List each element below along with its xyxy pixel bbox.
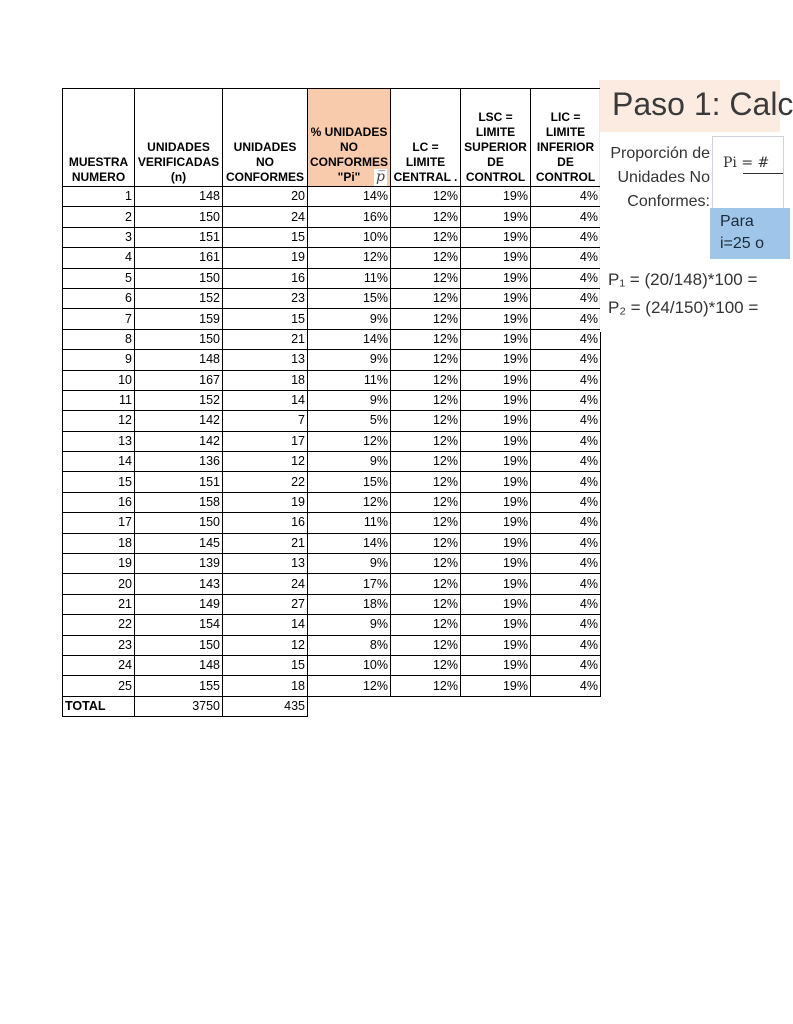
cell-center-limit[interactable]: 12% xyxy=(391,431,461,451)
cell-lower-limit[interactable]: 4% xyxy=(531,615,601,635)
cell-verified-units[interactable]: 136 xyxy=(135,452,223,472)
cell-center-limit[interactable]: 12% xyxy=(391,309,461,329)
header-percent-nonconforming[interactable] xyxy=(308,89,391,187)
table-row xyxy=(63,390,601,410)
cell-lower-limit[interactable]: 4% xyxy=(531,309,601,329)
cell-upper-limit[interactable]: 19% xyxy=(461,268,531,288)
step-title: Paso 1: Calc xyxy=(600,80,780,132)
header-verified-units[interactable]: UNIDADES VERIFICADAS (n) xyxy=(135,89,223,187)
cell-nonconforming-units[interactable]: 24 xyxy=(223,574,308,594)
cell-lower-limit[interactable]: 4% xyxy=(531,635,601,655)
cell-lower-limit[interactable]: 4% xyxy=(531,227,601,247)
table-row xyxy=(63,187,601,207)
total-verified[interactable]: 3750 xyxy=(135,696,223,716)
header-percent-label: % UNIDADES NO CONFORMES "Pi" xyxy=(310,125,388,184)
cell-upper-limit[interactable]: 19% xyxy=(461,288,531,308)
cell-verified-units[interactable]: 152 xyxy=(135,390,223,410)
cell-verified-units[interactable]: 154 xyxy=(135,615,223,635)
cell-upper-limit[interactable]: 19% xyxy=(461,574,531,594)
cell-nonconforming-units[interactable]: 19 xyxy=(223,492,308,512)
cell-center-limit[interactable]: 12% xyxy=(391,288,461,308)
cell-verified-units[interactable]: 148 xyxy=(135,655,223,675)
example-equation-2: P₂ = (24/150)*100 = xyxy=(608,298,759,317)
cell-verified-units[interactable]: 159 xyxy=(135,309,223,329)
cell-center-limit[interactable]: 12% xyxy=(391,350,461,370)
cell-center-limit[interactable]: 12% xyxy=(391,472,461,492)
cell-verified-units[interactable]: 142 xyxy=(135,411,223,431)
cell-percent-nonconforming[interactable]: 10% xyxy=(308,227,391,247)
cell-nonconforming-units[interactable]: 24 xyxy=(223,207,308,227)
cell-verified-units[interactable]: 161 xyxy=(135,248,223,268)
cell-lower-limit[interactable]: 4% xyxy=(531,350,601,370)
cell-upper-limit[interactable]: 19% xyxy=(461,350,531,370)
cell-center-limit[interactable]: 12% xyxy=(391,574,461,594)
cell-sample-number[interactable]: 4 xyxy=(63,248,135,268)
cell-upper-limit[interactable]: 19% xyxy=(461,248,531,268)
cell-nonconforming-units[interactable]: 12 xyxy=(223,452,308,472)
cell-nonconforming-units[interactable]: 14 xyxy=(223,615,308,635)
cell-center-limit[interactable]: 12% xyxy=(391,329,461,349)
cell-nonconforming-units[interactable]: 15 xyxy=(223,309,308,329)
table-row xyxy=(63,574,601,594)
cell-verified-units[interactable]: 150 xyxy=(135,329,223,349)
header-center-limit[interactable]: LC = LIMITE CENTRAL . xyxy=(391,89,461,187)
cell-upper-limit[interactable]: 19% xyxy=(461,227,531,247)
cell-lower-limit[interactable]: 4% xyxy=(531,431,601,451)
cell-nonconforming-units[interactable]: 21 xyxy=(223,533,308,553)
cell-nonconforming-units[interactable]: 21 xyxy=(223,329,308,349)
cell-sample-number[interactable]: 25 xyxy=(63,676,135,696)
table-row xyxy=(63,635,601,655)
formula-text xyxy=(723,155,769,171)
cell-upper-limit[interactable]: 19% xyxy=(461,554,531,574)
cell-nonconforming-units[interactable]: 16 xyxy=(223,513,308,533)
cell-percent-nonconforming[interactable]: 11% xyxy=(308,268,391,288)
cell-center-limit[interactable]: 12% xyxy=(391,187,461,207)
cell-upper-limit[interactable]: 19% xyxy=(461,370,531,390)
cell-sample-number[interactable]: 2 xyxy=(63,207,135,227)
cell-percent-nonconforming[interactable]: 5% xyxy=(308,411,391,431)
cell-percent-nonconforming[interactable]: 9% xyxy=(308,554,391,574)
cell-percent-nonconforming[interactable]: 15% xyxy=(308,288,391,308)
table-row xyxy=(63,513,601,533)
cell-verified-units[interactable]: 145 xyxy=(135,533,223,553)
cell-lower-limit[interactable]: 4% xyxy=(531,554,601,574)
table-row xyxy=(63,207,601,227)
table-row xyxy=(63,411,601,431)
fraction-bar xyxy=(743,173,783,174)
total-row xyxy=(63,696,601,716)
cell-center-limit[interactable]: 12% xyxy=(391,492,461,512)
cell-sample-number[interactable]: 19 xyxy=(63,554,135,574)
proportion-formula xyxy=(712,136,784,212)
cell-percent-nonconforming[interactable]: 9% xyxy=(308,452,391,472)
cell-percent-nonconforming[interactable]: 9% xyxy=(308,350,391,370)
cell-nonconforming-units[interactable]: 27 xyxy=(223,594,308,614)
table-row xyxy=(63,248,601,268)
cell-center-limit[interactable]: 12% xyxy=(391,248,461,268)
cell-center-limit[interactable]: 12% xyxy=(391,227,461,247)
cell-nonconforming-units[interactable]: 13 xyxy=(223,554,308,574)
cell-percent-nonconforming[interactable]: 17% xyxy=(308,574,391,594)
cell-center-limit[interactable]: 12% xyxy=(391,554,461,574)
cell-nonconforming-units[interactable]: 15 xyxy=(223,227,308,247)
cell-sample-number[interactable]: 23 xyxy=(63,635,135,655)
cell-verified-units[interactable]: 143 xyxy=(135,574,223,594)
cell-sample-number[interactable]: 22 xyxy=(63,615,135,635)
cell-percent-nonconforming[interactable]: 11% xyxy=(308,513,391,533)
table-row xyxy=(63,615,601,635)
cell-center-limit[interactable]: 12% xyxy=(391,594,461,614)
cell-lower-limit[interactable]: 4% xyxy=(531,676,601,696)
cell-upper-limit[interactable]: 19% xyxy=(461,513,531,533)
cell-upper-limit[interactable]: 19% xyxy=(461,390,531,410)
cell-center-limit[interactable]: 12% xyxy=(391,533,461,553)
cell-center-limit[interactable]: 12% xyxy=(391,390,461,410)
table-row xyxy=(63,472,601,492)
cell-center-limit[interactable]: 12% xyxy=(391,655,461,675)
cell-lower-limit[interactable]: 4% xyxy=(531,452,601,472)
total-label[interactable]: TOTAL xyxy=(63,696,135,716)
cell-center-limit[interactable]: 12% xyxy=(391,635,461,655)
table-row xyxy=(63,533,601,553)
cell-lower-limit[interactable]: 4% xyxy=(531,390,601,410)
table-row xyxy=(63,554,601,574)
cell-percent-nonconforming[interactable]: 14% xyxy=(308,533,391,553)
cell-lower-limit[interactable]: 4% xyxy=(531,187,601,207)
table-body xyxy=(63,187,601,697)
cell-verified-units[interactable]: 150 xyxy=(135,513,223,533)
cell-verified-units[interactable]: 142 xyxy=(135,431,223,451)
cell-sample-number[interactable]: 18 xyxy=(63,533,135,553)
formula-symbol: Pi xyxy=(723,155,737,171)
cell-nonconforming-units[interactable]: 23 xyxy=(223,288,308,308)
cell-verified-units[interactable]: 148 xyxy=(135,187,223,207)
cell-nonconforming-units[interactable]: 18 xyxy=(223,676,308,696)
cell-sample-number[interactable]: 1 xyxy=(63,187,135,207)
cell-nonconforming-units[interactable]: 18 xyxy=(223,370,308,390)
cell-lower-limit[interactable]: 4% xyxy=(531,268,601,288)
header-lower-control-limit[interactable]: LIC = LIMITE INFERIOR DE CONTROL xyxy=(531,89,601,187)
table-row xyxy=(63,309,601,329)
cell-nonconforming-units[interactable]: 22 xyxy=(223,472,308,492)
cell-lower-limit[interactable]: 4% xyxy=(531,411,601,431)
cell-center-limit[interactable]: 12% xyxy=(391,676,461,696)
table-row xyxy=(63,268,601,288)
cell-lower-limit[interactable]: 4% xyxy=(531,207,601,227)
header-upper-control-limit[interactable]: LSC = LIMITE SUPERIOR DE CONTROL xyxy=(461,89,531,187)
cell-percent-nonconforming[interactable]: 9% xyxy=(308,390,391,410)
cell-nonconforming-units[interactable]: 7 xyxy=(223,411,308,431)
control-chart-data-table xyxy=(62,88,601,717)
header-nonconforming-units[interactable]: UNIDADES NO CONFORMES xyxy=(223,89,308,187)
cell-verified-units[interactable]: 155 xyxy=(135,676,223,696)
table-row xyxy=(63,676,601,696)
cell-sample-number[interactable]: 16 xyxy=(63,492,135,512)
cell-upper-limit[interactable]: 19% xyxy=(461,676,531,696)
cell-upper-limit[interactable]: 19% xyxy=(461,452,531,472)
cell-sample-number[interactable]: 12 xyxy=(63,411,135,431)
cell-sample-number[interactable]: 17 xyxy=(63,513,135,533)
formula-equals: = xyxy=(741,155,754,171)
note-line-2: i=25 o xyxy=(720,235,765,252)
formula-numerator: # xyxy=(757,155,770,171)
cell-percent-nonconforming[interactable]: 16% xyxy=(308,207,391,227)
cell-sample-number[interactable]: 13 xyxy=(63,431,135,451)
cell-upper-limit[interactable]: 19% xyxy=(461,431,531,451)
cell-sample-number[interactable]: 7 xyxy=(63,309,135,329)
cell-percent-nonconforming[interactable]: 9% xyxy=(308,309,391,329)
cell-sample-number[interactable]: 11 xyxy=(63,390,135,410)
cell-lower-limit[interactable]: 4% xyxy=(531,655,601,675)
cell-verified-units[interactable]: 148 xyxy=(135,350,223,370)
cell-lower-limit[interactable]: 4% xyxy=(531,472,601,492)
cell-upper-limit[interactable]: 19% xyxy=(461,411,531,431)
table-row xyxy=(63,329,601,349)
cell-lower-limit[interactable]: 4% xyxy=(531,594,601,614)
cell-sample-number[interactable]: 21 xyxy=(63,594,135,614)
table-row xyxy=(63,227,601,247)
cell-upper-limit[interactable]: 19% xyxy=(461,329,531,349)
cell-lower-limit[interactable]: 4% xyxy=(531,248,601,268)
cell-center-limit[interactable]: 12% xyxy=(391,370,461,390)
cell-upper-limit[interactable]: 19% xyxy=(461,309,531,329)
cell-verified-units[interactable]: 151 xyxy=(135,472,223,492)
cell-percent-nonconforming[interactable]: 12% xyxy=(308,431,391,451)
cell-upper-limit[interactable]: 19% xyxy=(461,492,531,512)
cell-upper-limit[interactable]: 19% xyxy=(461,594,531,614)
cell-percent-nonconforming[interactable]: 14% xyxy=(308,329,391,349)
p-bar-symbol: p̅ xyxy=(376,169,385,185)
cell-upper-limit[interactable]: 19% xyxy=(461,655,531,675)
table-row xyxy=(63,452,601,472)
total-nonconforming[interactable]: 435 xyxy=(223,696,308,716)
cell-nonconforming-units[interactable]: 19 xyxy=(223,248,308,268)
step-explanation-panel xyxy=(600,80,793,332)
cell-nonconforming-units[interactable]: 15 xyxy=(223,655,308,675)
cell-nonconforming-units[interactable]: 14 xyxy=(223,390,308,410)
cell-nonconforming-units[interactable]: 12 xyxy=(223,635,308,655)
table-row xyxy=(63,370,601,390)
cell-center-limit[interactable]: 12% xyxy=(391,452,461,472)
cell-center-limit[interactable]: 12% xyxy=(391,513,461,533)
cell-sample-number[interactable]: 3 xyxy=(63,227,135,247)
cell-verified-units[interactable]: 158 xyxy=(135,492,223,512)
cell-lower-limit[interactable]: 4% xyxy=(531,492,601,512)
cell-percent-nonconforming[interactable]: 18% xyxy=(308,594,391,614)
table-row xyxy=(63,492,601,512)
proportion-label: Proporción de Unidades No Conformes: xyxy=(610,145,710,210)
cell-lower-limit[interactable]: 4% xyxy=(531,288,601,308)
note-box xyxy=(710,208,790,259)
cell-verified-units[interactable]: 150 xyxy=(135,635,223,655)
table-row xyxy=(63,431,601,451)
cell-upper-limit[interactable]: 19% xyxy=(461,472,531,492)
cell-sample-number[interactable]: 24 xyxy=(63,655,135,675)
cell-nonconforming-units[interactable]: 20 xyxy=(223,187,308,207)
table-row xyxy=(63,350,601,370)
cell-percent-nonconforming[interactable]: 9% xyxy=(308,615,391,635)
cell-verified-units[interactable]: 150 xyxy=(135,268,223,288)
cell-sample-number[interactable]: 10 xyxy=(63,370,135,390)
cell-lower-limit[interactable]: 4% xyxy=(531,513,601,533)
cell-sample-number[interactable]: 5 xyxy=(63,268,135,288)
cell-sample-number[interactable]: 9 xyxy=(63,350,135,370)
cell-nonconforming-units[interactable]: 13 xyxy=(223,350,308,370)
cell-lower-limit[interactable]: 4% xyxy=(531,533,601,553)
cell-percent-nonconforming[interactable]: 12% xyxy=(308,492,391,512)
cell-nonconforming-units[interactable]: 16 xyxy=(223,268,308,288)
header-row xyxy=(63,89,601,187)
cell-center-limit[interactable]: 12% xyxy=(391,615,461,635)
cell-verified-units[interactable]: 152 xyxy=(135,288,223,308)
note-line-1: Para xyxy=(720,213,754,230)
cell-verified-units[interactable]: 139 xyxy=(135,554,223,574)
cell-percent-nonconforming[interactable]: 10% xyxy=(308,655,391,675)
cell-center-limit[interactable]: 12% xyxy=(391,268,461,288)
cell-percent-nonconforming[interactable]: 8% xyxy=(308,635,391,655)
cell-upper-limit[interactable]: 19% xyxy=(461,207,531,227)
header-sample-number[interactable]: MUESTRA NUMERO xyxy=(63,89,135,187)
cell-nonconforming-units[interactable]: 17 xyxy=(223,431,308,451)
cell-verified-units[interactable]: 151 xyxy=(135,227,223,247)
cell-sample-number[interactable]: 20 xyxy=(63,574,135,594)
example-equation-1: P₁ = (20/148)*100 = xyxy=(608,270,758,289)
cell-lower-limit[interactable]: 4% xyxy=(531,329,601,349)
cell-upper-limit[interactable]: 19% xyxy=(461,187,531,207)
cell-verified-units[interactable]: 150 xyxy=(135,207,223,227)
cell-verified-units[interactable]: 167 xyxy=(135,370,223,390)
cell-lower-limit[interactable]: 4% xyxy=(531,370,601,390)
cell-sample-number[interactable]: 6 xyxy=(63,288,135,308)
cell-sample-number[interactable]: 14 xyxy=(63,452,135,472)
cell-center-limit[interactable]: 12% xyxy=(391,207,461,227)
table-row xyxy=(63,655,601,675)
cell-percent-nonconforming[interactable]: 14% xyxy=(308,187,391,207)
cell-lower-limit[interactable]: 4% xyxy=(531,574,601,594)
cell-upper-limit[interactable]: 19% xyxy=(461,533,531,553)
cell-percent-nonconforming[interactable]: 12% xyxy=(308,248,391,268)
cell-sample-number[interactable]: 8 xyxy=(63,329,135,349)
cell-percent-nonconforming[interactable]: 11% xyxy=(308,370,391,390)
cell-sample-number[interactable]: 15 xyxy=(63,472,135,492)
cell-upper-limit[interactable]: 19% xyxy=(461,615,531,635)
cell-verified-units[interactable]: 149 xyxy=(135,594,223,614)
cell-upper-limit[interactable]: 19% xyxy=(461,635,531,655)
table-row xyxy=(63,594,601,614)
cell-percent-nonconforming[interactable]: 12% xyxy=(308,676,391,696)
table-row xyxy=(63,288,601,308)
cell-percent-nonconforming[interactable]: 15% xyxy=(308,472,391,492)
cell-center-limit[interactable]: 12% xyxy=(391,411,461,431)
